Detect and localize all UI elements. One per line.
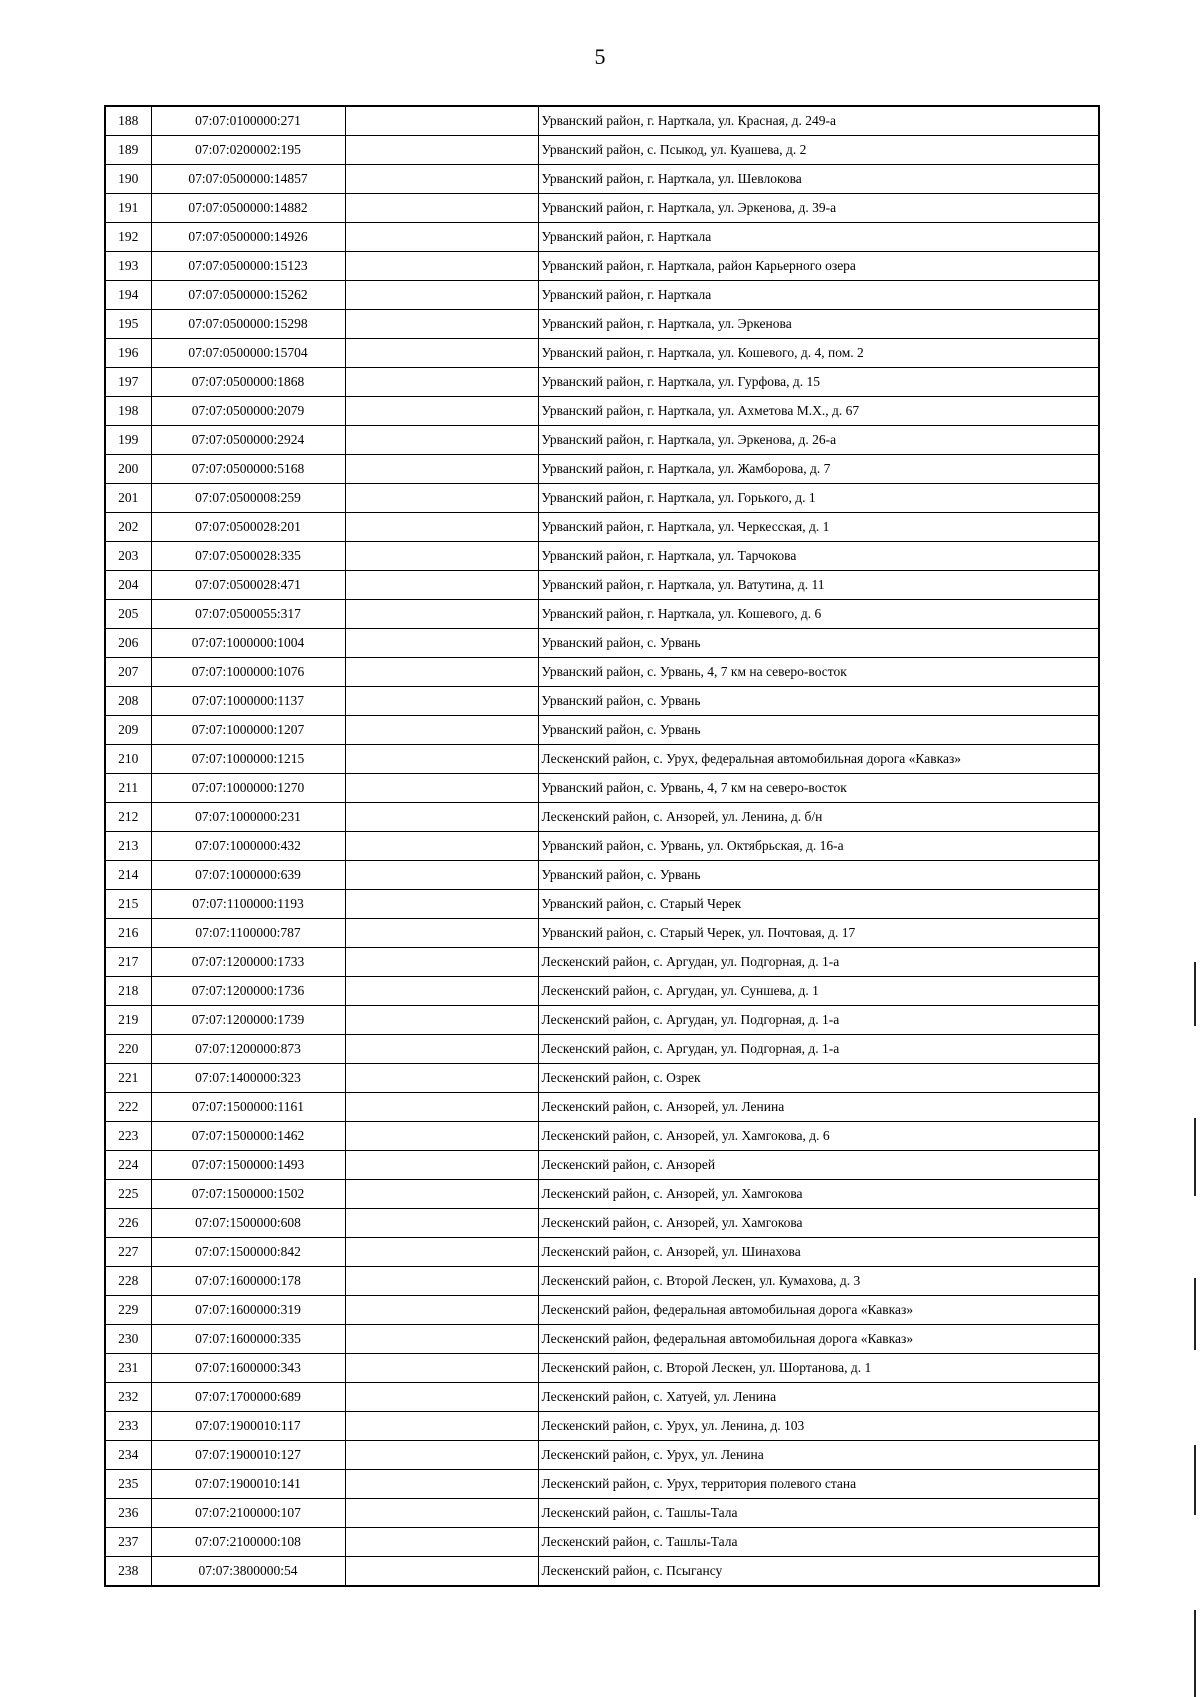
row-number-cell: 232 [105,1383,151,1412]
page-number: 5 [594,44,606,69]
cadastral-number-cell: 07:07:1200000:1736 [151,977,345,1006]
cadastral-number-cell: 07:07:1500000:608 [151,1209,345,1238]
table-row [105,165,1099,194]
row-number-cell: 196 [105,339,151,368]
address-cell: Лескенский район, с. Второй Лескен, ул. Шортанова, д. 1 [538,1354,1099,1383]
table-row [105,1006,1099,1035]
table-row [105,194,1099,223]
address-cell: Урванский район, с. Старый Черек, ул. Почтовая, д. 17 [538,919,1099,948]
cadastral-number-cell: 07:07:1500000:1493 [151,1151,345,1180]
empty-cell [345,1035,538,1064]
table-row [105,1383,1099,1412]
address-cell: Урванский район, с. Урвань, ул. Октябрьская, д. 16-а [538,832,1099,861]
empty-cell [345,803,538,832]
row-number-cell: 229 [105,1296,151,1325]
empty-cell [345,106,538,136]
row-number-cell: 228 [105,1267,151,1296]
row-number-cell: 191 [105,194,151,223]
row-number-cell: 231 [105,1354,151,1383]
table-row [105,1238,1099,1267]
cadastral-number-cell: 07:07:0500000:15262 [151,281,345,310]
empty-cell [345,194,538,223]
table-row [105,716,1099,745]
scan-edge-mark [1194,962,1196,1026]
cadastral-number-cell: 07:07:1600000:178 [151,1267,345,1296]
address-cell: Лескенский район, с. Анзорей, ул. Ленина [538,1093,1099,1122]
cadastral-number-cell: 07:07:1700000:689 [151,1383,345,1412]
table-row [105,1209,1099,1238]
empty-cell [345,658,538,687]
row-number-cell: 193 [105,252,151,281]
empty-cell [345,1296,538,1325]
empty-cell [345,397,538,426]
address-cell: Урванский район, г. Нарткала, ул. Гурфова, д. 15 [538,368,1099,397]
row-number-cell: 195 [105,310,151,339]
empty-cell [345,571,538,600]
table-row [105,600,1099,629]
address-cell: Лескенский район, с. Урух, федеральная автомобильная дорога «Кавказ» [538,745,1099,774]
cadastral-number-cell: 07:07:1600000:343 [151,1354,345,1383]
table-row [105,687,1099,716]
table-row [105,658,1099,687]
row-number-cell: 226 [105,1209,151,1238]
table-row [105,542,1099,571]
cadastral-number-cell: 07:07:1900010:117 [151,1412,345,1441]
row-number-cell: 215 [105,890,151,919]
cadastral-number-cell: 07:07:0500028:201 [151,513,345,542]
row-number-cell: 214 [105,861,151,890]
address-cell: Урванский район, г. Нарткала, ул. Эркенова, д. 39-а [538,194,1099,223]
table-row [105,774,1099,803]
table-row [105,281,1099,310]
table-row [105,136,1099,165]
empty-cell [345,484,538,513]
row-number-cell: 210 [105,745,151,774]
cadastral-number-cell: 07:07:0500000:2079 [151,397,345,426]
table-row [105,1354,1099,1383]
row-number-cell: 227 [105,1238,151,1267]
table-row [105,310,1099,339]
row-number-cell: 224 [105,1151,151,1180]
cadastral-number-cell: 07:07:1200000:873 [151,1035,345,1064]
empty-cell [345,1325,538,1354]
empty-cell [345,1383,538,1412]
row-number-cell: 203 [105,542,151,571]
empty-cell [345,1093,538,1122]
address-cell: Лескенский район, с. Аргудан, ул. Подгорная, д. 1-а [538,948,1099,977]
cadastral-number-cell: 07:07:1000000:1076 [151,658,345,687]
row-number-cell: 205 [105,600,151,629]
cadastral-number-cell: 07:07:1500000:1462 [151,1122,345,1151]
cadastral-number-cell: 07:07:1200000:1739 [151,1006,345,1035]
empty-cell [345,1151,538,1180]
address-cell: Урванский район, г. Нарткала, ул. Кошевого, д. 4, пом. 2 [538,339,1099,368]
address-cell: Урванский район, с. Урвань [538,861,1099,890]
address-cell: Урванский район, г. Нарткала, ул. Ахметова М.Х., д. 67 [538,397,1099,426]
table-row [105,803,1099,832]
empty-cell [345,1412,538,1441]
table-row [105,1151,1099,1180]
cadastral-number-cell: 07:07:1500000:1502 [151,1180,345,1209]
address-cell: Урванский район, с. Урвань, 4, 7 км на северо-восток [538,658,1099,687]
address-cell: Урванский район, г. Нарткала, ул. Шевлокова [538,165,1099,194]
address-cell: Урванский район, г. Нарткала [538,281,1099,310]
table-row [105,1557,1099,1587]
cadastral-number-cell: 07:07:1500000:1161 [151,1093,345,1122]
empty-cell [345,1557,538,1587]
address-cell: Лескенский район, с. Аргудан, ул. Подгорная, д. 1-а [538,1035,1099,1064]
cadastral-number-cell: 07:07:0500000:14857 [151,165,345,194]
table-row [105,890,1099,919]
empty-cell [345,223,538,252]
table-row [105,977,1099,1006]
table-row [105,484,1099,513]
row-number-cell: 194 [105,281,151,310]
empty-cell [345,861,538,890]
row-number-cell: 212 [105,803,151,832]
empty-cell [345,1209,538,1238]
scan-edge-mark [1194,1278,1196,1350]
row-number-cell: 219 [105,1006,151,1035]
table-row [105,339,1099,368]
empty-cell [345,310,538,339]
cadastral-number-cell: 07:07:3800000:54 [151,1557,345,1587]
row-number-cell: 234 [105,1441,151,1470]
address-cell: Урванский район, с. Псыкод, ул. Куашева, д. 2 [538,136,1099,165]
cadastral-number-cell: 07:07:1000000:1207 [151,716,345,745]
row-number-cell: 218 [105,977,151,1006]
row-number-cell: 201 [105,484,151,513]
cadastral-number-cell: 07:07:1000000:1215 [151,745,345,774]
cadastral-number-cell: 07:07:1000000:1270 [151,774,345,803]
empty-cell [345,368,538,397]
row-number-cell: 225 [105,1180,151,1209]
empty-cell [345,1499,538,1528]
address-cell: Урванский район, г. Нарткала, ул. Ватутина, д. 11 [538,571,1099,600]
row-number-cell: 198 [105,397,151,426]
empty-cell [345,455,538,484]
table-row [105,1470,1099,1499]
empty-cell [345,426,538,455]
address-cell: Урванский район, с. Урвань [538,716,1099,745]
empty-cell [345,890,538,919]
address-cell: Урванский район, г. Нарткала, ул. Кошевого, д. 6 [538,600,1099,629]
empty-cell [345,1006,538,1035]
cadastral-number-cell: 07:07:0500000:15298 [151,310,345,339]
address-cell: Урванский район, г. Нарткала, район Карьерного озера [538,252,1099,281]
cadastral-number-cell: 07:07:0200002:195 [151,136,345,165]
scan-edge-mark [1194,1118,1196,1196]
address-cell: Лескенский район, с. Анзорей, ул. Ленина, д. б/н [538,803,1099,832]
empty-cell [345,1354,538,1383]
row-number-cell: 189 [105,136,151,165]
address-cell: Урванский район, г. Нарткала [538,223,1099,252]
address-cell: Лескенский район, с. Анзорей, ул. Шинахова [538,1238,1099,1267]
cadastral-number-cell: 07:07:0500000:1868 [151,368,345,397]
empty-cell [345,1267,538,1296]
cadastral-number-cell: 07:07:1000000:1137 [151,687,345,716]
table-row [105,1093,1099,1122]
empty-cell [345,832,538,861]
address-cell: Лескенский район, с. Ташлы-Тала [538,1499,1099,1528]
cadastral-number-cell: 07:07:1900010:141 [151,1470,345,1499]
table-row [105,1122,1099,1151]
table-row [105,1035,1099,1064]
row-number-cell: 221 [105,1064,151,1093]
row-number-cell: 222 [105,1093,151,1122]
row-number-cell: 235 [105,1470,151,1499]
address-cell: Урванский район, с. Урвань, 4, 7 км на северо-восток [538,774,1099,803]
cadastral-number-cell: 07:07:1400000:323 [151,1064,345,1093]
cadastral-number-cell: 07:07:0100000:271 [151,106,345,136]
address-cell: Лескенский район, с. Анзорей, ул. Хамгокова [538,1209,1099,1238]
cadastral-number-cell: 07:07:1000000:231 [151,803,345,832]
empty-cell [345,136,538,165]
row-number-cell: 192 [105,223,151,252]
address-cell: Урванский район, г. Нарткала, ул. Черкесская, д. 1 [538,513,1099,542]
address-cell: Лескенский район, федеральная автомобильная дорога «Кавказ» [538,1296,1099,1325]
cadastral-number-cell: 07:07:1000000:639 [151,861,345,890]
address-cell: Урванский район, г. Нарткала, ул. Тарчокова [538,542,1099,571]
cadastral-number-cell: 07:07:0500000:14926 [151,223,345,252]
address-cell: Лескенский район, федеральная автомобильная дорога «Кавказ» [538,1325,1099,1354]
registry-table [104,105,1100,1587]
table-row [105,426,1099,455]
empty-cell [345,281,538,310]
table-row [105,368,1099,397]
table-row [105,513,1099,542]
address-cell: Урванский район, г. Нарткала, ул. Красная, д. 249-а [538,106,1099,136]
empty-cell [345,716,538,745]
row-number-cell: 220 [105,1035,151,1064]
row-number-cell: 211 [105,774,151,803]
row-number-cell: 202 [105,513,151,542]
row-number-cell: 233 [105,1412,151,1441]
table-row [105,455,1099,484]
address-cell: Лескенский район, с. Псыгансу [538,1557,1099,1587]
address-cell: Лескенский район, с. Анзорей [538,1151,1099,1180]
table-row [105,106,1099,136]
table-row [105,1267,1099,1296]
address-cell: Урванский район, г. Нарткала, ул. Эркенова, д. 26-а [538,426,1099,455]
row-number-cell: 207 [105,658,151,687]
empty-cell [345,1180,538,1209]
table-row [105,629,1099,658]
row-number-cell: 223 [105,1122,151,1151]
empty-cell [345,252,538,281]
address-cell: Лескенский район, с. Урух, ул. Ленина [538,1441,1099,1470]
table-row [105,745,1099,774]
empty-cell [345,1528,538,1557]
table-row [105,397,1099,426]
table-row [105,919,1099,948]
address-cell: Лескенский район, с. Аргудан, ул. Подгорная, д. 1-а [538,1006,1099,1035]
table-row [105,1528,1099,1557]
row-number-cell: 238 [105,1557,151,1587]
cadastral-number-cell: 07:07:2100000:107 [151,1499,345,1528]
empty-cell [345,687,538,716]
registry-table-body [105,106,1099,1586]
empty-cell [345,948,538,977]
cadastral-number-cell: 07:07:0500055:317 [151,600,345,629]
row-number-cell: 236 [105,1499,151,1528]
table-row [105,1441,1099,1470]
cadastral-number-cell: 07:07:0500028:335 [151,542,345,571]
address-cell: Урванский район, г. Нарткала, ул. Горького, д. 1 [538,484,1099,513]
row-number-cell: 188 [105,106,151,136]
empty-cell [345,542,538,571]
cadastral-number-cell: 07:07:0500000:15123 [151,252,345,281]
table-row [105,1180,1099,1209]
cadastral-number-cell: 07:07:1100000:787 [151,919,345,948]
address-cell: Лескенский район, с. Урух, ул. Ленина, д. 103 [538,1412,1099,1441]
table-row [105,861,1099,890]
row-number-cell: 237 [105,1528,151,1557]
cadastral-number-cell: 07:07:2100000:108 [151,1528,345,1557]
empty-cell [345,1470,538,1499]
table-row [105,1499,1099,1528]
address-cell: Лескенский район, с. Анзорей, ул. Хамгокова [538,1180,1099,1209]
cadastral-number-cell: 07:07:1000000:432 [151,832,345,861]
scan-edge-mark [1194,1610,1196,1697]
table-row [105,1064,1099,1093]
address-cell: Лескенский район, с. Озрек [538,1064,1099,1093]
cadastral-number-cell: 07:07:1200000:1733 [151,948,345,977]
empty-cell [345,1238,538,1267]
cadastral-number-cell: 07:07:0500028:471 [151,571,345,600]
cadastral-number-cell: 07:07:1900010:127 [151,1441,345,1470]
scan-edge-mark [1194,1445,1196,1515]
address-cell: Лескенский район, с. Хатуей, ул. Ленина [538,1383,1099,1412]
address-cell: Лескенский район, с. Второй Лескен, ул. Кумахова, д. 3 [538,1267,1099,1296]
address-cell: Лескенский район, с. Анзорей, ул. Хамгокова, д. 6 [538,1122,1099,1151]
empty-cell [345,774,538,803]
cadastral-number-cell: 07:07:0500000:15704 [151,339,345,368]
row-number-cell: 200 [105,455,151,484]
table-row [105,1296,1099,1325]
row-number-cell: 204 [105,571,151,600]
table-row [105,252,1099,281]
empty-cell [345,339,538,368]
empty-cell [345,513,538,542]
address-cell: Урванский район, с. Урвань [538,687,1099,716]
empty-cell [345,745,538,774]
empty-cell [345,600,538,629]
address-cell: Урванский район, г. Нарткала, ул. Эркенова [538,310,1099,339]
row-number-cell: 190 [105,165,151,194]
empty-cell [345,919,538,948]
address-cell: Лескенский район, с. Урух, территория полевого стана [538,1470,1099,1499]
cadastral-number-cell: 07:07:1000000:1004 [151,629,345,658]
row-number-cell: 206 [105,629,151,658]
address-cell: Лескенский район, с. Ташлы-Тала [538,1528,1099,1557]
cadastral-number-cell: 07:07:0500000:14882 [151,194,345,223]
table-row [105,223,1099,252]
cadastral-number-cell: 07:07:0500008:259 [151,484,345,513]
row-number-cell: 199 [105,426,151,455]
table-row [105,1412,1099,1441]
empty-cell [345,629,538,658]
cadastral-number-cell: 07:07:0500000:2924 [151,426,345,455]
row-number-cell: 208 [105,687,151,716]
table-row [105,1325,1099,1354]
empty-cell [345,1064,538,1093]
row-number-cell: 209 [105,716,151,745]
cadastral-number-cell: 07:07:1600000:335 [151,1325,345,1354]
empty-cell [345,1441,538,1470]
row-number-cell: 213 [105,832,151,861]
row-number-cell: 217 [105,948,151,977]
cadastral-number-cell: 07:07:0500000:5168 [151,455,345,484]
table-row [105,571,1099,600]
empty-cell [345,1122,538,1151]
address-cell: Урванский район, с. Урвань [538,629,1099,658]
row-number-cell: 230 [105,1325,151,1354]
empty-cell [345,165,538,194]
address-cell: Урванский район, с. Старый Черек [538,890,1099,919]
cadastral-number-cell: 07:07:1500000:842 [151,1238,345,1267]
address-cell: Урванский район, г. Нарткала, ул. Жамборова, д. 7 [538,455,1099,484]
row-number-cell: 197 [105,368,151,397]
address-cell: Лескенский район, с. Аргудан, ул. Суншева, д. 1 [538,977,1099,1006]
table-row [105,832,1099,861]
empty-cell [345,977,538,1006]
row-number-cell: 216 [105,919,151,948]
cadastral-number-cell: 07:07:1100000:1193 [151,890,345,919]
cadastral-number-cell: 07:07:1600000:319 [151,1296,345,1325]
table-row [105,948,1099,977]
